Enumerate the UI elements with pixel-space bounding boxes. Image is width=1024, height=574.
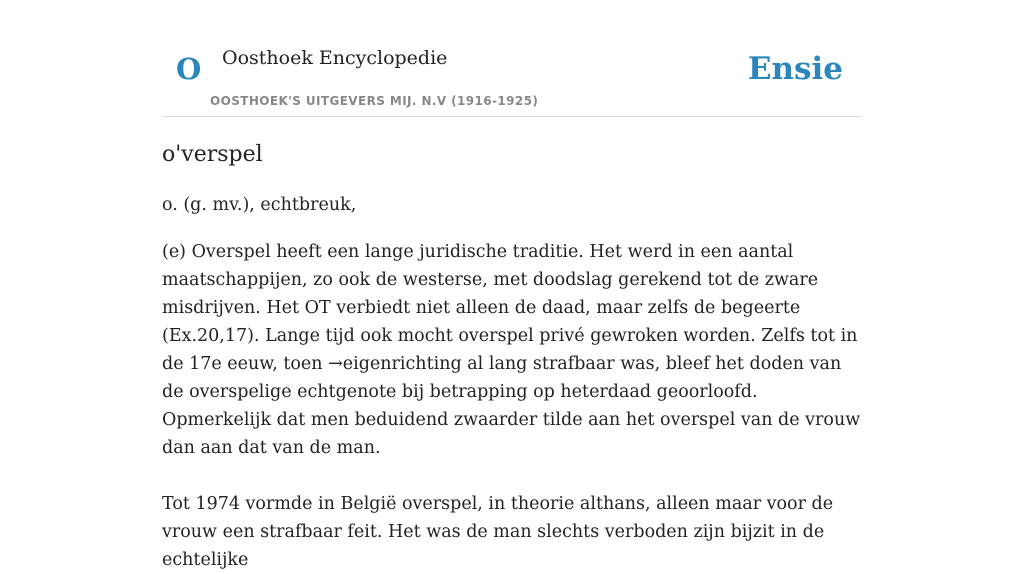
paragraph-2: Tot 1974 vormde in België overspel, in theorie althans, alleen maar voor de vrouw een strafbaar feit. Het was de man slechts verboden zijn bijzit in de echtelijke [162, 494, 834, 570]
paragraph-1-text-b: al lang strafbaar was, bleef het doden van de overspelige echtgenote bij betrapping op heterdaad geoorloofd. Opmerkelijk dat men beduidend zwaarder tilde aan het overspel van de vrouw dan aan dat van de man. [162, 354, 861, 458]
header [162, 0, 862, 117]
eigenrichting-link[interactable]: →eigenrichting [328, 354, 462, 374]
paragraph-1 [162, 238, 862, 462]
paragraph-1-text-a: (e) Overspel heeft een lange juridische traditie. Het werd in een aantal maatschappijen, zo ook de westerse, met doodslag gerekend tot de zware misdrijven. Het OT verbiedt niet alleen de daad, maar zelfs de begeerte (Ex.20,17). Lange tijd ook mocht overspel privé gewroken worden. Zelfs tot in de 17e eeuw, toen [162, 242, 858, 374]
encyclopedia-logo: O [176, 52, 202, 86]
ensie-brand-link[interactable]: Ensie [747, 51, 843, 87]
book-title: Oosthoek Encyclopedie [222, 47, 448, 69]
grammar-note: o. (g. mv.), echtbreuk, [162, 195, 357, 215]
entry-content [162, 140, 862, 574]
publisher: OOSTHOEK'S UITGEVERS MIJ. N.V (1916-1925) [210, 94, 539, 108]
headword: o'verspel [162, 142, 263, 167]
